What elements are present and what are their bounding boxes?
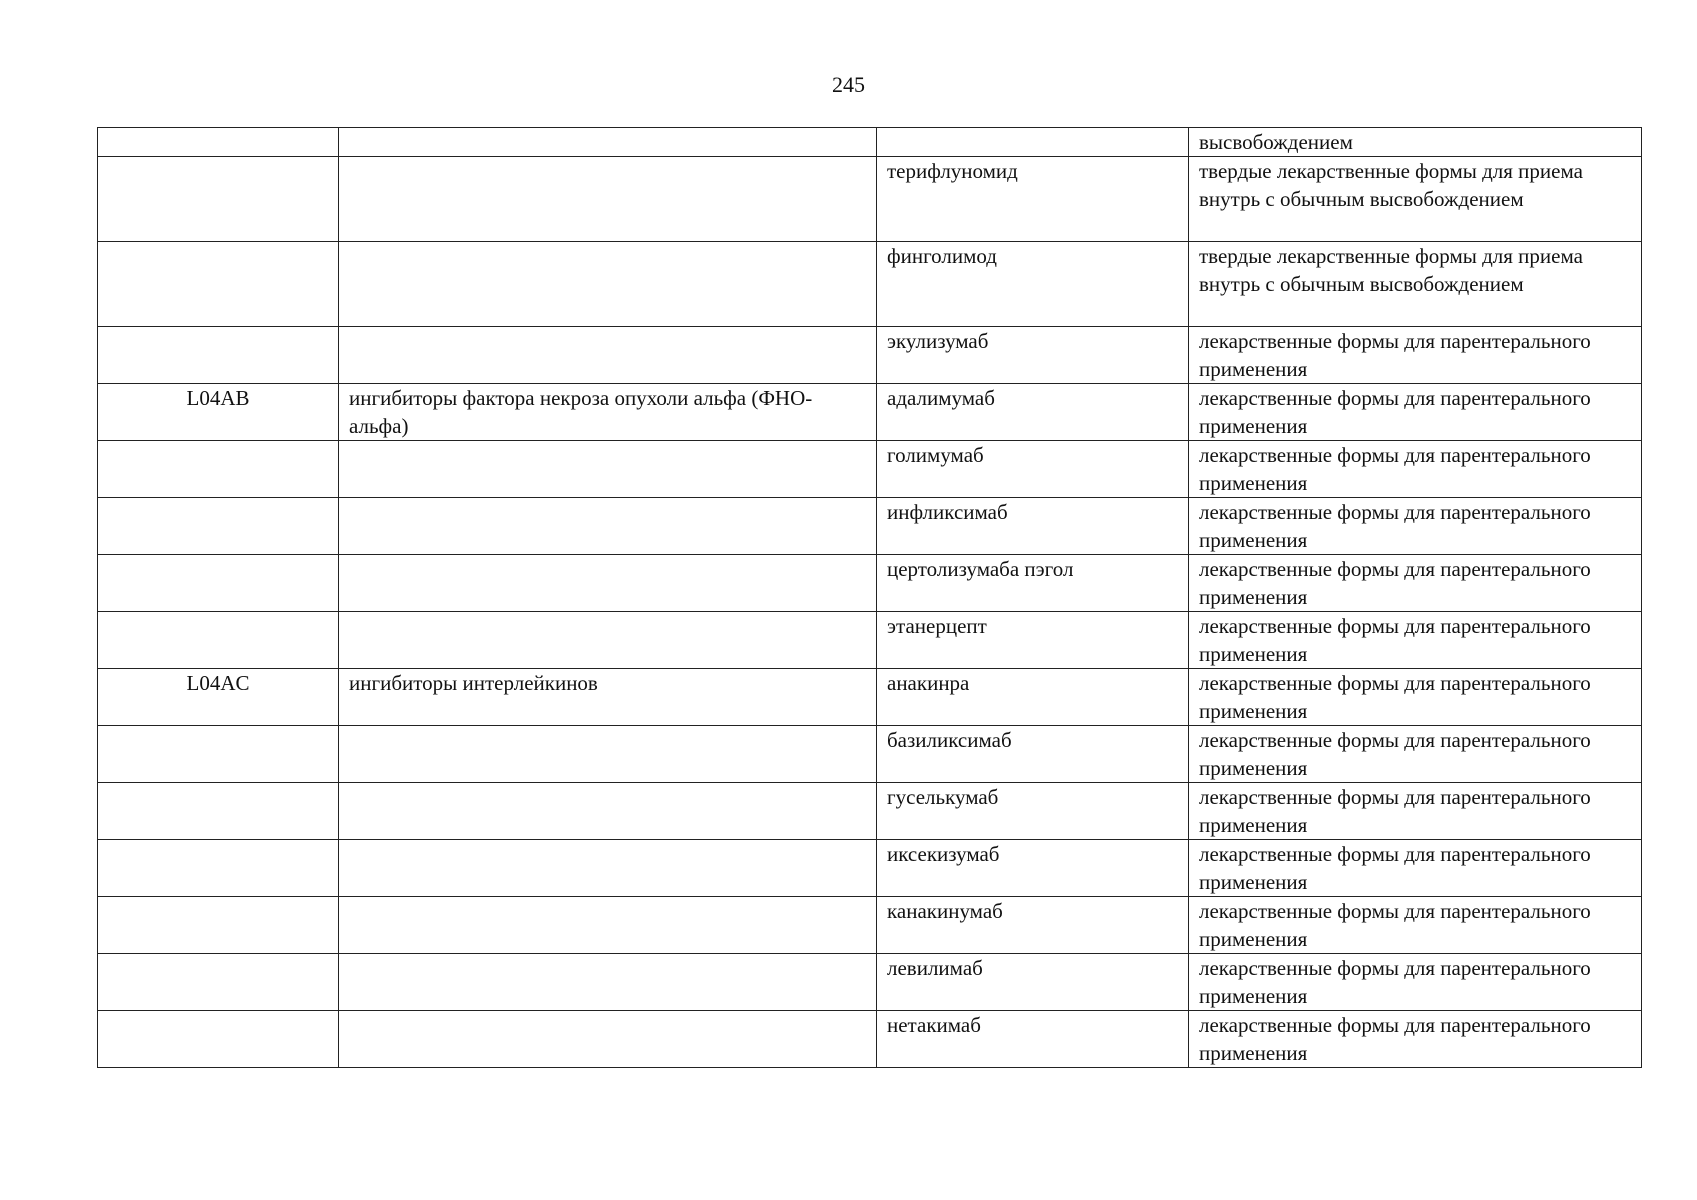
pharmacological-group-cell: ингибиторы интерлейкинов	[339, 669, 877, 726]
table-row	[98, 1011, 1642, 1068]
atc-code-cell	[98, 498, 339, 555]
dosage-form-cell: лекарственные формы для парентерального применения	[1189, 954, 1642, 1011]
pharmacological-group-cell	[339, 783, 877, 840]
atc-code-cell	[98, 157, 339, 242]
atc-code-cell	[98, 726, 339, 783]
table-row	[98, 897, 1642, 954]
table-row	[98, 783, 1642, 840]
dosage-form-cell: лекарственные формы для парентерального применения	[1189, 669, 1642, 726]
dosage-form-cell: твердые лекарственные формы для приема внутрь с обычным высвобождением	[1189, 157, 1642, 242]
dosage-form-cell: лекарственные формы для парентерального применения	[1189, 840, 1642, 897]
pharmacological-group-cell	[339, 897, 877, 954]
atc-code-cell	[98, 441, 339, 498]
atc-code-cell	[98, 1011, 339, 1068]
table-row	[98, 242, 1642, 327]
atc-code-cell	[98, 612, 339, 669]
medication-table	[97, 127, 1642, 1068]
pharmacological-group-cell	[339, 441, 877, 498]
pharmacological-group-cell	[339, 498, 877, 555]
drug-name-cell: голимумаб	[877, 441, 1189, 498]
drug-name-cell: левилимаб	[877, 954, 1189, 1011]
atc-code-cell	[98, 128, 339, 157]
pharmacological-group-cell	[339, 242, 877, 327]
pharmacological-group-cell	[339, 128, 877, 157]
table-row	[98, 498, 1642, 555]
drug-name-cell: базиликсимаб	[877, 726, 1189, 783]
table-row	[98, 840, 1642, 897]
dosage-form-cell: лекарственные формы для парентерального применения	[1189, 327, 1642, 384]
table-row	[98, 157, 1642, 242]
pharmacological-group-cell	[339, 157, 877, 242]
dosage-form-cell: лекарственные формы для парентерального применения	[1189, 897, 1642, 954]
drug-name-cell: иксекизумаб	[877, 840, 1189, 897]
drug-name-cell: финголимод	[877, 242, 1189, 327]
table-row	[98, 612, 1642, 669]
table-row	[98, 441, 1642, 498]
drug-name-cell: анакинра	[877, 669, 1189, 726]
drug-name-cell	[877, 128, 1189, 157]
dosage-form-cell: лекарственные формы для парентерального применения	[1189, 612, 1642, 669]
drug-name-cell: экулизумаб	[877, 327, 1189, 384]
dosage-form-cell: лекарственные формы для парентерального применения	[1189, 498, 1642, 555]
atc-code-cell	[98, 555, 339, 612]
drug-name-cell: канакинумаб	[877, 897, 1189, 954]
atc-code-cell	[98, 783, 339, 840]
pharmacological-group-cell	[339, 840, 877, 897]
table-row	[98, 384, 1642, 441]
table-row	[98, 669, 1642, 726]
dosage-form-cell: лекарственные формы для парентерального применения	[1189, 384, 1642, 441]
dosage-form-cell: лекарственные формы для парентерального применения	[1189, 726, 1642, 783]
dosage-form-cell: лекарственные формы для парентерального применения	[1189, 783, 1642, 840]
dosage-form-cell: высвобождением	[1189, 128, 1642, 157]
pharmacological-group-cell: ингибиторы фактора некроза опухоли альфа (ФНО-альфа)	[339, 384, 877, 441]
pharmacological-group-cell	[339, 726, 877, 783]
drug-name-cell: нетакимаб	[877, 1011, 1189, 1068]
drug-name-cell: терифлуномид	[877, 157, 1189, 242]
atc-code-cell	[98, 840, 339, 897]
dosage-form-cell: лекарственные формы для парентерального применения	[1189, 555, 1642, 612]
table-row	[98, 327, 1642, 384]
drug-name-cell: цертолизумаба пэгол	[877, 555, 1189, 612]
table-row	[98, 954, 1642, 1011]
table-row	[98, 726, 1642, 783]
pharmacological-group-cell	[339, 612, 877, 669]
table-row	[98, 128, 1642, 157]
atc-code-cell	[98, 897, 339, 954]
atc-code-cell	[98, 327, 339, 384]
drug-name-cell: гуселькумаб	[877, 783, 1189, 840]
pharmacological-group-cell	[339, 327, 877, 384]
dosage-form-cell: лекарственные формы для парентерального применения	[1189, 1011, 1642, 1068]
atc-code-cell: L04AC	[98, 669, 339, 726]
drug-name-cell: этанерцепт	[877, 612, 1189, 669]
page-number: 245	[832, 72, 865, 97]
dosage-form-cell: лекарственные формы для парентерального применения	[1189, 441, 1642, 498]
drug-name-cell: адалимумаб	[877, 384, 1189, 441]
atc-code-cell: L04AB	[98, 384, 339, 441]
drug-name-cell: инфликсимаб	[877, 498, 1189, 555]
pharmacological-group-cell	[339, 555, 877, 612]
table-row	[98, 555, 1642, 612]
atc-code-cell	[98, 242, 339, 327]
dosage-form-cell: твердые лекарственные формы для приема внутрь с обычным высвобождением	[1189, 242, 1642, 327]
pharmacological-group-cell	[339, 1011, 877, 1068]
atc-code-cell	[98, 954, 339, 1011]
pharmacological-group-cell	[339, 954, 877, 1011]
